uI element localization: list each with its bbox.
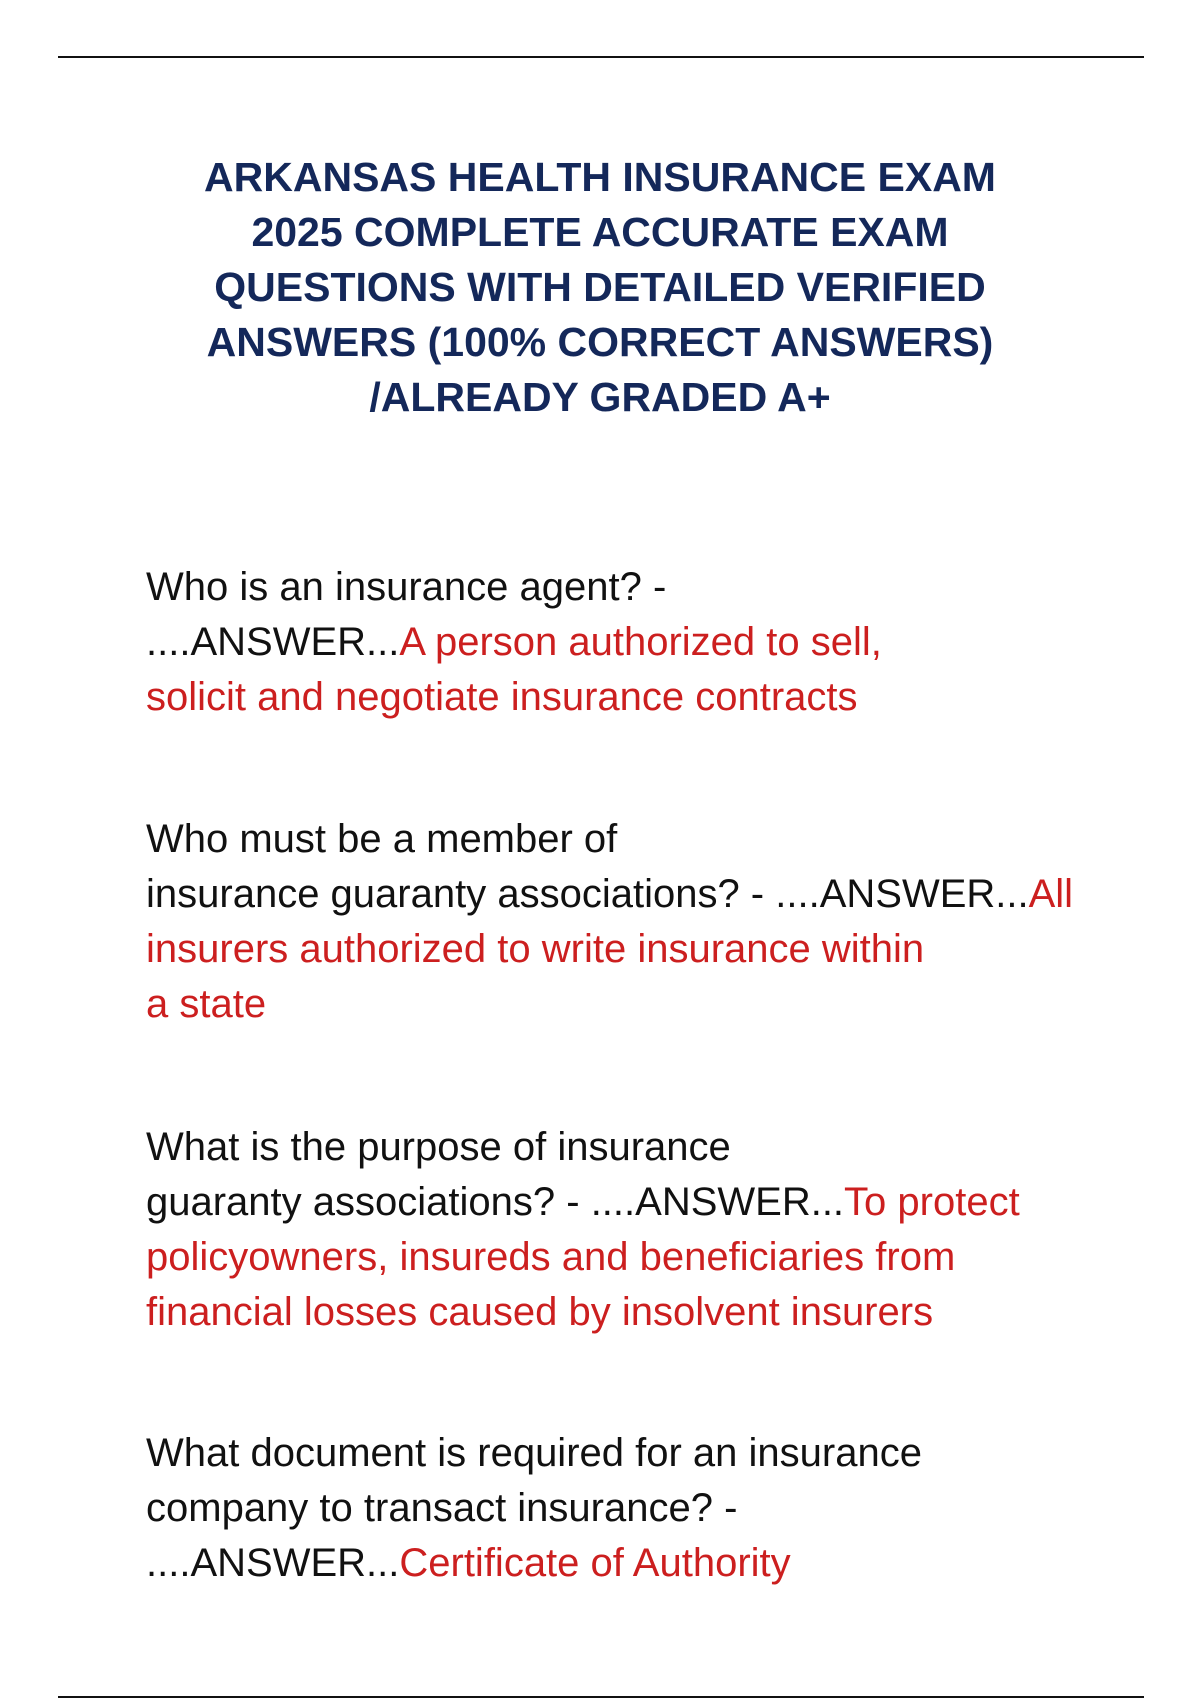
qa-item [146, 1426, 1086, 1591]
answer-text-part: solicit and negotiate insurance contracts [146, 675, 858, 719]
question-text: Who is an insurance agent? - [146, 565, 667, 609]
bottom-rule [58, 1696, 1144, 1698]
top-rule [58, 56, 1144, 58]
answer-text: Certificate of Authority [399, 1541, 791, 1585]
answer-text-part: insurers authorized to write insurance within [146, 927, 925, 971]
answer-marker: ....ANSWER... [146, 1541, 400, 1585]
answer-text-part: All [1028, 872, 1074, 916]
answer-marker: ....ANSWER... [590, 1180, 845, 1224]
answer-marker: ....ANSWER... [146, 620, 400, 664]
answer-text-part: a state [146, 982, 267, 1026]
title-line-2: 2025 COMPLETE ACCURATE EXAM [251, 209, 949, 255]
question-text-part: guaranty associations? - [146, 1180, 591, 1224]
document-title [120, 150, 1080, 425]
qa-item [146, 560, 1086, 725]
question-text-part: insurance guaranty associations? - [146, 872, 776, 916]
qa-item [146, 812, 1086, 1032]
title-line-3: QUESTIONS WITH DETAILED VERIFIED [214, 264, 986, 310]
question-text-part: Who must be a member of [146, 817, 618, 861]
question-text-part: company to transact insurance? - [146, 1486, 738, 1530]
title-line-5: /ALREADY GRADED A+ [369, 374, 831, 420]
answer-text-part: To protect [844, 1180, 1020, 1224]
question-text-part: What document is required for an insurance [146, 1431, 922, 1475]
title-line-1: ARKANSAS HEALTH INSURANCE EXAM [204, 154, 996, 200]
qa-item [146, 1120, 1086, 1340]
answer-marker: ....ANSWER... [775, 872, 1029, 916]
question-text-part: What is the purpose of insurance [146, 1125, 731, 1169]
answer-text-part: policyowners, insureds and beneficiaries from [146, 1235, 956, 1279]
answer-text-part: A person authorized to sell, [399, 620, 882, 664]
title-line-4: ANSWERS (100% CORRECT ANSWERS) [206, 319, 994, 365]
answer-text-part: financial losses caused by insolvent insurers [146, 1290, 934, 1334]
